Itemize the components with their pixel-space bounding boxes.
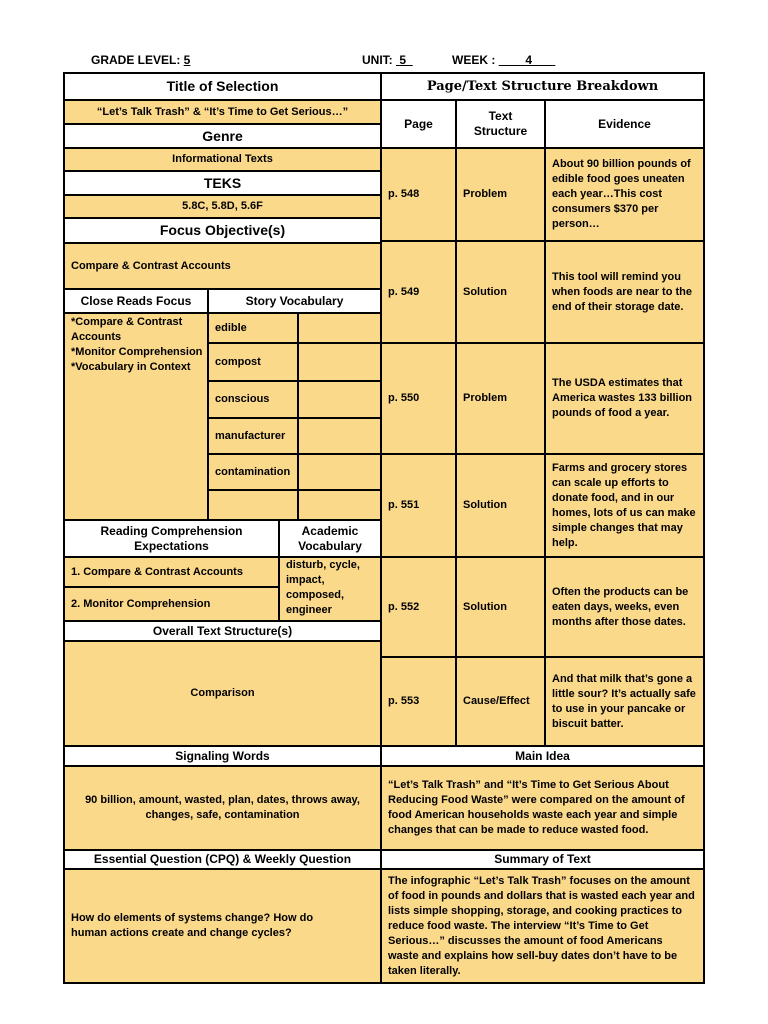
genre-value: Informational Texts [64, 148, 381, 171]
week: WEEK : 4 [452, 53, 555, 67]
grade-value: 5 [183, 53, 191, 67]
vocab-word: edible [208, 313, 298, 343]
overall-value: Comparison [64, 641, 381, 746]
row-page: p. 548 [381, 148, 456, 241]
close-reads-heading: Close Reads Focus [64, 289, 208, 313]
teks-value: 5.8C, 5.8D, 5.6F [64, 195, 381, 218]
row-structure: Solution [456, 241, 545, 343]
row-evidence: About 90 billion pounds of edible food goes uneaten each year…This cost consumers $370 per person… [545, 148, 704, 241]
focus-value: Compare & Contrast Accounts [64, 243, 381, 289]
vocab-word: compost [208, 343, 298, 381]
signaling-value: 90 billion, amount, wasted, plan, dates, throws away, changes, safe, contamination [64, 766, 381, 850]
breakdown-heading: Page/Text Structure Breakdown [381, 73, 704, 100]
eq-heading: Essential Question (CPQ) & Weekly Question [64, 850, 381, 869]
vocab-word: conscious [208, 381, 298, 418]
rc-item: 1. Compare & Contrast Accounts [64, 557, 279, 587]
unit: UNIT: 5 [362, 53, 413, 67]
summary-value: The infographic “Let’s Talk Trash” focuses on the amount of food in pounds and dollars that is wasted each year and lists simple shopping, storage, and cooking practices to reduce food waste. The interview “It’s Time to Get Serious…” discusses the amount of food Americans waste and explains how sell-buy dates don’t have to be taken literally. [381, 869, 704, 983]
row-evidence: The USDA estimates that America wastes 133 billion pounds of food a year. [545, 343, 704, 454]
row-structure: Problem [456, 343, 545, 454]
academic-heading: Academic Vocabulary [279, 520, 381, 557]
signaling-heading: Signaling Words [64, 746, 381, 766]
row-structure: Cause/Effect [456, 657, 545, 746]
rc-heading: Reading Comprehension Expectations [64, 520, 279, 557]
close-reads-item: *Compare & Contrast Accounts [71, 316, 183, 343]
close-reads-list [64, 313, 208, 520]
vocab-blank [298, 418, 381, 454]
vocab-blank [298, 490, 381, 520]
vocab-blank [298, 454, 381, 490]
unit-value: 5 [399, 53, 407, 67]
rc-item: 2. Monitor Comprehension [64, 587, 279, 621]
vocab-word: manufacturer [208, 418, 298, 454]
title-value: “Let’s Talk Trash” & “It’s Time to Get Serious…” [64, 100, 381, 124]
teks-heading: TEKS [64, 171, 381, 195]
close-reads-item: *Vocabulary in Context [71, 361, 191, 373]
row-structure: Solution [456, 557, 545, 657]
row-page: p. 549 [381, 241, 456, 343]
vocab-blank [298, 313, 381, 343]
row-page: p. 551 [381, 454, 456, 557]
row-evidence: Farms and grocery stores can scale up efforts to donate food, and in our homes, lots of us can make simple changes that may help. [545, 454, 704, 557]
main-idea-value: “Let’s Talk Trash” and “It’s Time to Get Serious About Reducing Food Waste” were compared on the amount of food American households waste each year and simple changes that can be made to reduce wasted food. [381, 766, 704, 850]
close-reads-item: *Monitor Comprehension [71, 346, 203, 358]
row-evidence: And that milk that’s gone a little sour? It’s actually safe to use in your pancake or biscuit batter. [545, 657, 704, 746]
main-idea-heading: Main Idea [381, 746, 704, 766]
focus-heading: Focus Objective(s) [64, 218, 381, 243]
row-evidence: Often the products can be eaten days, weeks, even months after those dates. [545, 557, 704, 657]
vocab-word [208, 490, 298, 520]
row-page: p. 552 [381, 557, 456, 657]
title-heading: Title of Selection [64, 73, 381, 100]
vocab-blank [298, 381, 381, 418]
col-structure: Text Structure [456, 100, 545, 148]
genre-heading: Genre [64, 124, 381, 148]
row-structure: Problem [456, 148, 545, 241]
overall-heading: Overall Text Structure(s) [64, 621, 381, 641]
grade-level: GRADE LEVEL: 5 [91, 53, 191, 67]
row-evidence: This tool will remind you when foods are near to the end of their storage date. [545, 241, 704, 343]
vocab-word: contamination [208, 454, 298, 490]
row-structure: Solution [456, 454, 545, 557]
academic-value: disturb, cycle, impact, composed, engineer [279, 557, 381, 621]
story-vocab-heading: Story Vocabulary [208, 289, 381, 313]
summary-heading: Summary of Text [381, 850, 704, 869]
row-page: p. 550 [381, 343, 456, 454]
col-page: Page [381, 100, 456, 148]
week-value: 4 [525, 53, 533, 67]
col-evidence: Evidence [545, 100, 704, 148]
row-page: p. 553 [381, 657, 456, 746]
vocab-blank [298, 343, 381, 381]
eq-value: How do elements of systems change? How do human actions create and change cycles? [64, 869, 381, 983]
